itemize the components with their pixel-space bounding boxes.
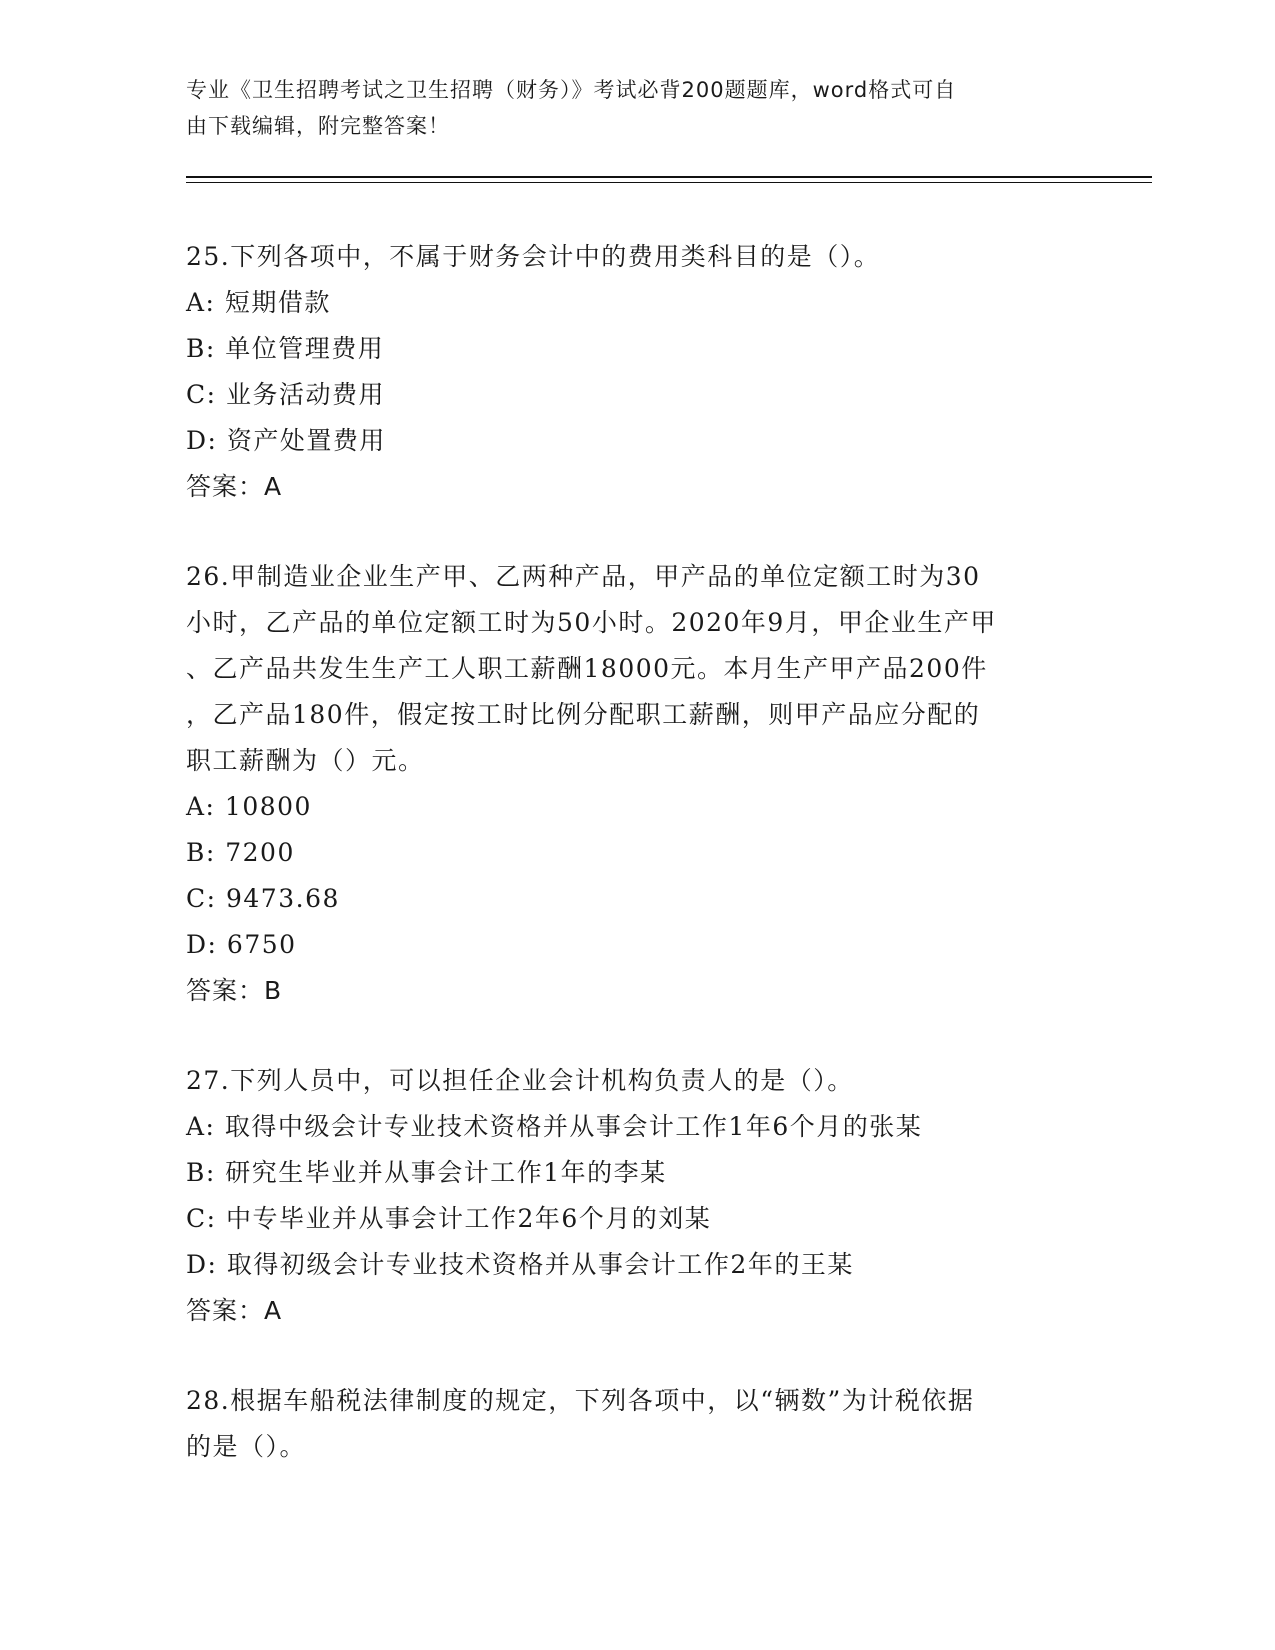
- question-26: [186, 554, 1086, 1014]
- option-c: C: 9473.68: [186, 884, 340, 913]
- answer: 答案：A: [186, 1296, 283, 1325]
- header-line-1: 专业《卫生招聘考试之卫生招聘（财务）》考试必背200题题库，word格式可自: [186, 78, 957, 102]
- header-divider-thick: [186, 176, 1152, 178]
- option-b: B: 单位管理费用: [186, 334, 385, 363]
- question-stem-line-1: 28.根据车船税法律制度的规定，下列各项中，以“辆数”为计税依据: [186, 1386, 975, 1415]
- question-gap: [186, 510, 1086, 554]
- question-stem-line-4: ，乙产品180件，假定按工时比例分配职工薪酬，则甲产品应分配的: [186, 700, 981, 729]
- option-a: A: 短期借款: [186, 288, 331, 317]
- option-d: D: 资产处置费用: [186, 426, 386, 455]
- question-list: [186, 234, 1086, 1470]
- option-d: D: 取得初级会计专业技术资格并从事会计工作2年的王某: [186, 1250, 854, 1279]
- question-stem-line-3: 、乙产品共发生生产工人职工薪酬18000元。本月生产甲产品200件: [186, 654, 988, 683]
- question-stem-line-2: 小时，乙产品的单位定额工时为50小时。2020年9月，甲企业生产甲: [186, 608, 997, 637]
- question-stem: 27.下列人员中，可以担任企业会计机构负责人的是（）。: [186, 1066, 854, 1095]
- question-stem-line-5: 职工薪酬为（）元。: [186, 746, 425, 775]
- option-b: B: 研究生毕业并从事会计工作1年的李某: [186, 1158, 667, 1187]
- question-stem-line-1: 26.甲制造业企业生产甲、乙两种产品，甲产品的单位定额工时为30: [186, 562, 981, 591]
- option-b: B: 7200: [186, 838, 295, 867]
- question-gap: [186, 1334, 1086, 1378]
- question-27: [186, 1058, 1086, 1334]
- header-line-2: 由下载编辑，附完整答案！: [186, 114, 450, 138]
- question-stem-line-2: 的是（）。: [186, 1432, 307, 1461]
- question-stem: 25.下列各项中，不属于财务会计中的费用类科目的是（）。: [186, 242, 881, 271]
- answer: 答案：A: [186, 472, 283, 501]
- option-c: C: 业务活动费用: [186, 380, 385, 409]
- document-header: [186, 72, 1066, 144]
- question-28: [186, 1378, 1086, 1470]
- question-gap: [186, 1014, 1086, 1058]
- answer: 答案：B: [186, 976, 283, 1005]
- option-d: D: 6750: [186, 930, 297, 959]
- option-a: A: 取得中级会计专业技术资格并从事会计工作1年6个月的张某: [186, 1112, 923, 1141]
- question-25: [186, 234, 1086, 510]
- option-c: C: 中专毕业并从事会计工作2年6个月的刘某: [186, 1204, 712, 1233]
- option-a: A: 10800: [186, 792, 312, 821]
- header-divider-thin: [186, 182, 1152, 183]
